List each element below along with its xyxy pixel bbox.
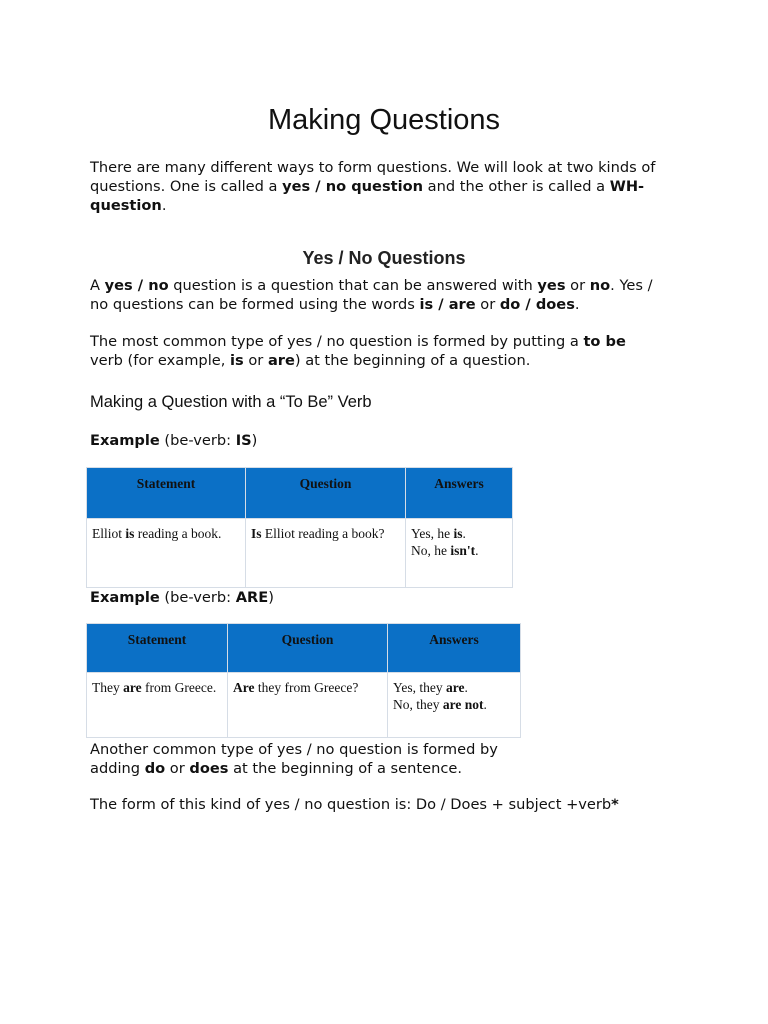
- answer-no: [411, 542, 508, 559]
- answer-yes: [411, 525, 508, 542]
- intro-text-3: .: [161, 197, 167, 214]
- text: from Greece.: [141, 680, 217, 695]
- to-be-paragraph: [90, 332, 650, 370]
- text: No, they: [393, 697, 443, 712]
- header-answers: Answers: [388, 624, 521, 673]
- header-statement: Statement: [87, 468, 246, 519]
- bold: isn't: [450, 543, 476, 558]
- p3-text-2: or: [165, 760, 190, 777]
- header-statement: Statement: [87, 624, 228, 673]
- to-be-subheading: Making a Question with a “To Be” Verb: [90, 393, 372, 411]
- cell-statement: [87, 519, 246, 588]
- bold: are: [123, 680, 142, 695]
- text: No, he: [411, 543, 451, 558]
- p4-text-1: The form of this kind of yes / no question is: Do / Does + subject +verb: [90, 796, 612, 813]
- bold: is: [125, 526, 135, 541]
- example-are-label: [90, 588, 690, 607]
- form-paragraph: [90, 795, 710, 814]
- table-header-row: [87, 624, 521, 673]
- bold: are not: [442, 697, 484, 712]
- p3-bold-2: does: [189, 760, 229, 777]
- example2-label: Example: [90, 589, 160, 606]
- example1-label: Example: [90, 432, 160, 449]
- table-row: [87, 673, 521, 738]
- p1-text-4: . Yes / no questions can be formed using the words: [90, 277, 653, 313]
- p2-text-2: verb (for example,: [90, 352, 231, 369]
- p1-bold-5: do / does: [499, 296, 575, 313]
- header-question: Question: [228, 624, 388, 673]
- p1-bold-3: no: [589, 277, 611, 294]
- p2-bold-2: is: [230, 352, 244, 369]
- page-title: Making Questions: [267, 104, 501, 136]
- p1-bold-4: is / are: [419, 296, 476, 313]
- yes-no-definition-paragraph: [90, 276, 670, 314]
- text: They: [92, 680, 124, 695]
- p1-text-3: or: [565, 277, 590, 294]
- text: .: [475, 543, 479, 558]
- intro-text-2: and the other is called a: [423, 178, 610, 195]
- p2-text-1: The most common type of yes / no question is formed by putting a: [90, 333, 584, 350]
- text: Elliot: [92, 526, 126, 541]
- intro-bold-yes-no: yes / no question: [282, 178, 424, 195]
- text: they from Greece?: [254, 680, 359, 695]
- example1-prefix: (be-verb:: [159, 432, 236, 449]
- example-is-label: [90, 431, 690, 450]
- example1-suffix: ): [251, 432, 258, 449]
- do-does-paragraph: [90, 740, 540, 778]
- p3-text-1: Another common type of yes / no question is formed by adding: [90, 741, 498, 777]
- bold: Is: [251, 526, 262, 541]
- text: Elliot reading a book?: [261, 526, 385, 541]
- answer-no: [393, 696, 516, 713]
- example2-verb: ARE: [235, 589, 269, 606]
- p1-text-6: .: [574, 296, 580, 313]
- example2-prefix: (be-verb:: [159, 589, 236, 606]
- p2-text-4: ) at the beginning of a question.: [294, 352, 531, 369]
- p1-text-2: question is a question that can be answered with: [168, 277, 538, 294]
- intro-bold-wh: WH- question: [90, 178, 645, 214]
- answer-yes: [393, 679, 516, 696]
- p4-asterisk: *: [611, 796, 619, 813]
- cell-question: [228, 673, 388, 738]
- text: .: [464, 680, 468, 695]
- example-is-table: [86, 467, 513, 588]
- text: .: [483, 697, 487, 712]
- bold: are: [446, 680, 465, 695]
- p1-text-1: A: [90, 277, 105, 294]
- table-header-row: [87, 468, 513, 519]
- p3-text-3: at the beginning of a sentence.: [228, 760, 462, 777]
- section-heading: Yes / No Questions: [302, 248, 466, 268]
- cell-answers: [388, 673, 521, 738]
- intro-paragraph: [90, 158, 690, 215]
- p2-text-3: or: [243, 352, 268, 369]
- example2-suffix: ): [268, 589, 274, 606]
- header-answers: Answers: [406, 468, 513, 519]
- cell-question: [246, 519, 406, 588]
- text: Yes, he: [411, 526, 454, 541]
- cell-answers: [406, 519, 513, 588]
- bold: is: [453, 526, 463, 541]
- text: Yes, they: [393, 680, 447, 695]
- example1-verb: IS: [235, 432, 252, 449]
- p2-bold-3: are: [267, 352, 295, 369]
- cell-statement: [87, 673, 228, 738]
- text: reading a book.: [134, 526, 222, 541]
- table-row: [87, 519, 513, 588]
- p1-bold-2: yes: [537, 277, 566, 294]
- example-are-table: [86, 623, 521, 738]
- p2-bold-1: to be: [583, 333, 626, 350]
- header-question: Question: [246, 468, 406, 519]
- intro-text-1: There are many different ways to form questions. We will look at two kinds of questions. One is called a: [90, 159, 656, 195]
- text: .: [462, 526, 466, 541]
- p1-text-5: or: [475, 296, 500, 313]
- p3-bold-1: do: [144, 760, 166, 777]
- p1-bold-1: yes / no: [104, 277, 169, 294]
- bold: Are: [233, 680, 255, 695]
